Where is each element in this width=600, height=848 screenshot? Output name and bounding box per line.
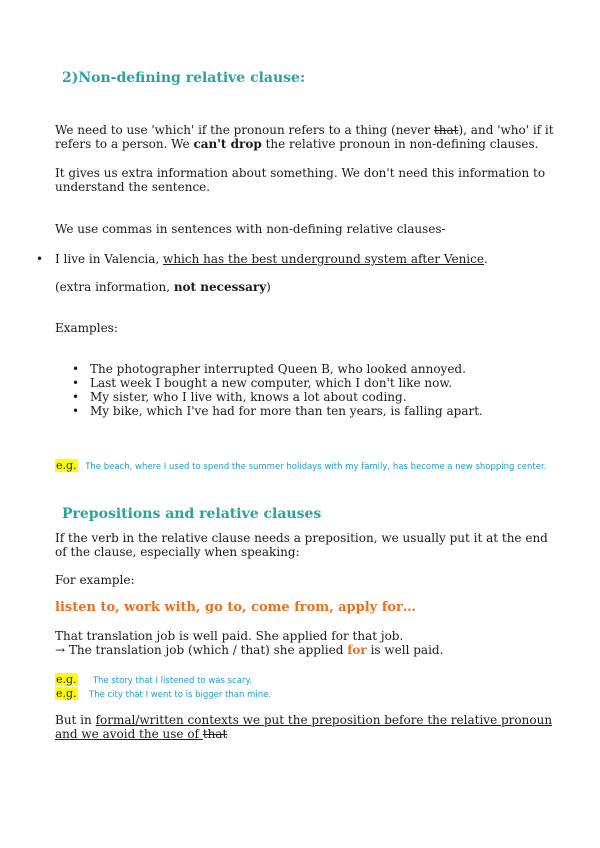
list-item-text: My bike, which I've had for more than ten years, is falling apart. [90, 404, 483, 418]
eg-text: The city that I went to is bigger than mine. [89, 690, 272, 700]
underlined-text: which has the best underground system after Venice [163, 252, 484, 266]
eg-text: The beach, where I used to spend the summer holidays with my family, has become a new shopping center. [85, 462, 547, 472]
text: But in [55, 713, 96, 727]
example-valencia [55, 252, 555, 266]
underlined-text: formal/written contexts we put the preposition before the relative pronoun and we avoid the use of [55, 713, 553, 741]
text: is well paid. [366, 643, 444, 657]
eg-beach [55, 458, 575, 474]
heading-prepositions: Prepositions and relative clauses [62, 506, 322, 522]
text: (extra information, [55, 280, 174, 294]
paragraph-commas: We use commas in sentences with non-defining relative clauses- [55, 222, 446, 236]
text: the relative pronoun in non-defining clauses. [261, 137, 539, 151]
text: I live in Valencia, [55, 252, 164, 266]
eg-city [55, 686, 555, 702]
list-item-text: The photographer interrupted Queen B, who looked annoyed. [90, 362, 466, 376]
sentence-translation-job: That translation job is well paid. She applied for that job. [55, 629, 404, 643]
paragraph-extra-info: It gives us extra information about something. We don't need this information to understand the sentence. [55, 166, 546, 194]
bullet-dot: • [72, 362, 80, 376]
struck-word: that [202, 727, 228, 741]
eg-label: e.g. [56, 673, 77, 686]
list-item [72, 404, 483, 418]
bullet-dot: • [72, 376, 80, 390]
highlight-preposition: for [347, 643, 367, 657]
bold-text: not necessary [173, 280, 267, 294]
struck-word: that [433, 123, 459, 137]
text: ) [266, 280, 271, 294]
paragraph-formal [55, 713, 555, 741]
for-example-label: For example: [55, 573, 135, 587]
list-item [72, 390, 407, 404]
paragraph-prepositions: If the verb in the relative clause needs a preposition, we usually put it at the end of the clause, especially when speaking: [55, 531, 548, 559]
eg-text: The story that I listened to was scary. [92, 676, 252, 686]
paragraph-which-who [55, 123, 555, 151]
extra-information-note [55, 280, 555, 294]
bold-text: can't drop [193, 137, 262, 151]
bullet-dot: • [72, 404, 80, 418]
list-item [72, 362, 466, 376]
list-item-text: Last week I bought a new computer, which I don't like now. [90, 376, 453, 390]
bullet-dot: • [72, 390, 80, 404]
eg-label: e.g. [56, 687, 77, 700]
eg-label: e.g. [56, 459, 77, 472]
bullet-dot: • [36, 252, 44, 266]
sentence-rewritten [55, 643, 555, 657]
heading-non-defining: 2)Non-defining relative clause: [62, 70, 306, 86]
list-item [72, 376, 452, 390]
verb-list: listen to, work with, go to, come from, apply for… [55, 600, 416, 615]
text: → The translation job (which / that) she applied [55, 643, 348, 657]
text: . [483, 252, 488, 266]
examples-label: Examples: [55, 321, 118, 335]
text: We need to use 'which' if the pronoun refers to a thing (never [55, 123, 434, 137]
text: ), and 'who' if it refers to a person. We [55, 123, 554, 151]
list-item-text: My sister, who I live with, knows a lot about coding. [90, 390, 407, 404]
